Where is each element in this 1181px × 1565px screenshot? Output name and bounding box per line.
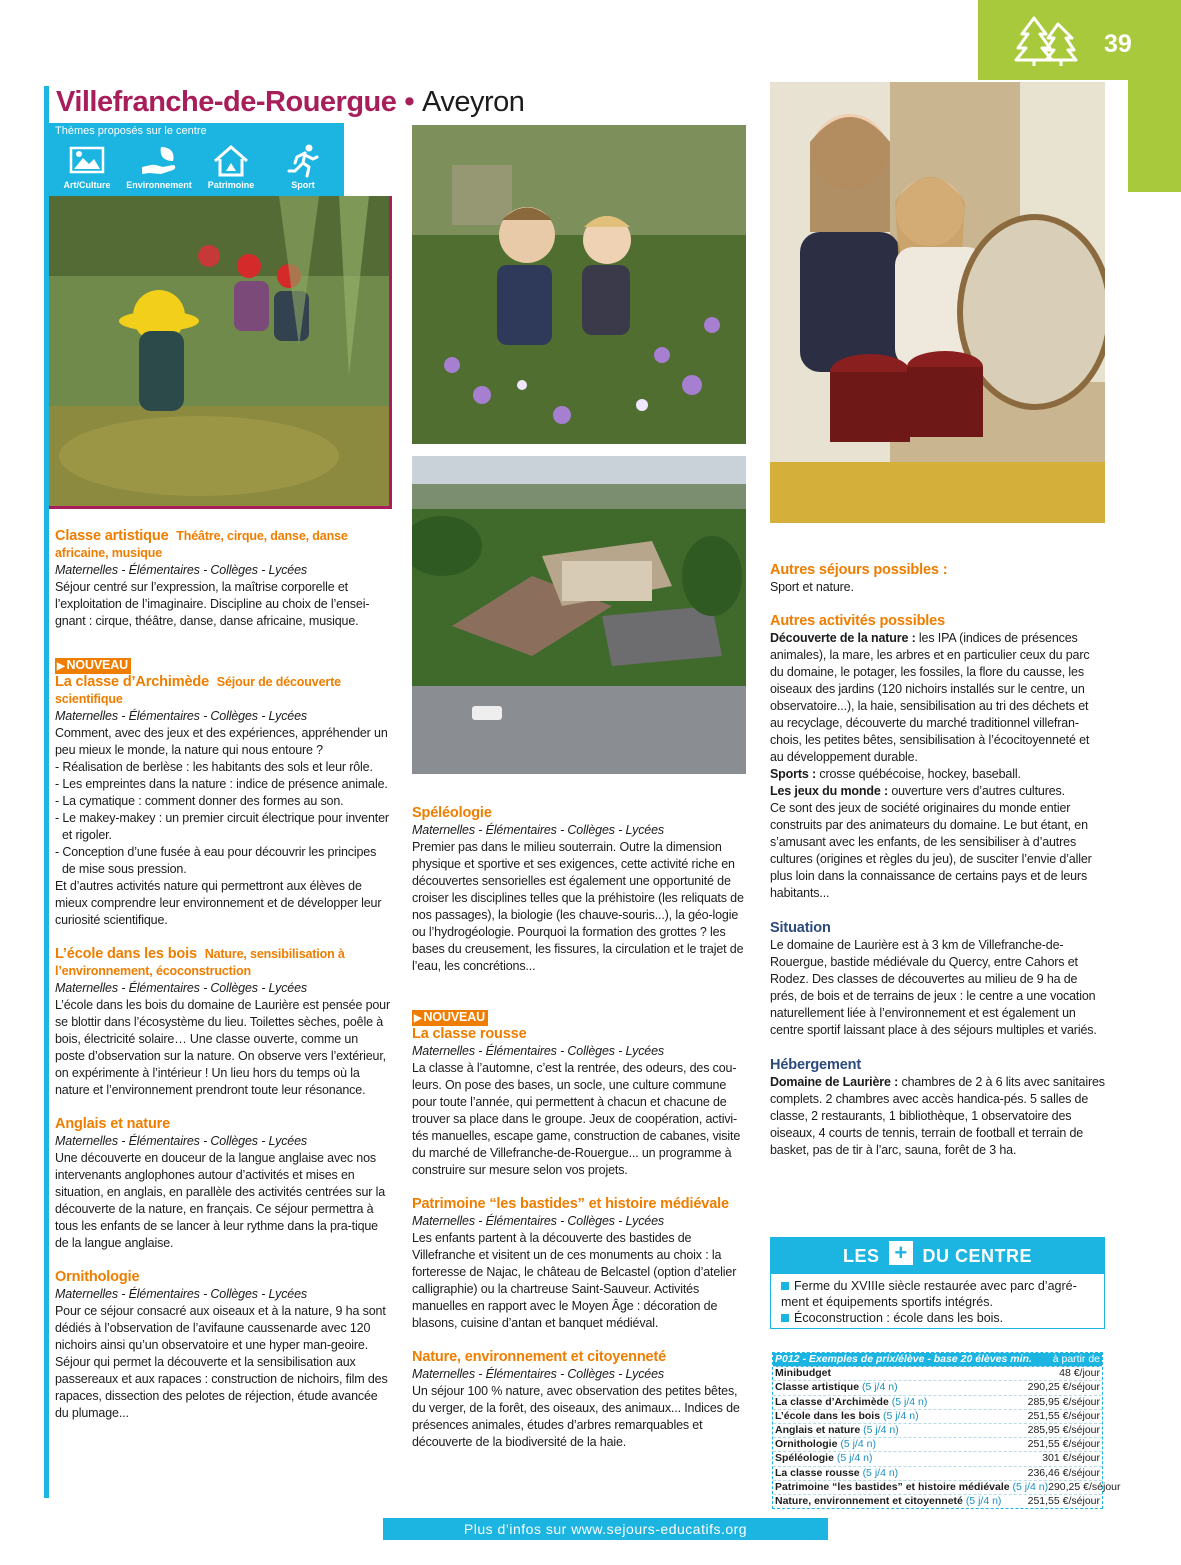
section-levels: Maternelles - Élémentaires - Collèges - Lycées <box>55 709 308 723</box>
column-left <box>55 528 390 1422</box>
price-row-name: La classe d’Archimède <box>775 1395 889 1408</box>
footer-banner: Plus d’infos sur www.sejours-educatifs.org <box>383 1518 828 1540</box>
plus-icon: + <box>889 1241 913 1265</box>
palette-picture-icon <box>67 143 107 179</box>
section-levels: Maternelles - Élémentaires - Collèges - Lycées <box>412 1044 665 1058</box>
price-row-duration: (5 j/4 n) <box>882 1409 919 1422</box>
section-title: Classe artistique <box>55 528 169 544</box>
theme-label: Environnement <box>126 180 192 190</box>
price-row-name: L’école dans les bois <box>775 1409 881 1422</box>
theme-patrimoine <box>195 143 267 190</box>
table-row <box>773 1480 1121 1495</box>
price-row-label <box>775 1495 1001 1508</box>
price-row-label <box>775 1438 876 1451</box>
new-badge-label: NOUVEAU <box>66 658 129 672</box>
price-table <box>772 1352 1121 1509</box>
square-bullet-icon <box>781 1282 789 1290</box>
hand-leaf-icon <box>139 143 179 179</box>
price-row-value: 285,95 €/séjour <box>1027 1423 1100 1436</box>
price-row-label <box>775 1410 919 1423</box>
section-text: L’école dans les bois du domaine de Laurière est pensée pour se blottir dans l’écosystème du lieu. Toilettes sèches, poêle à bois, électricité solaire… Une classe ouverte, comme un poste d’observation sur la nature. On observe vers l’extérieur, on expérimente à l’intérieur ! Un lieu hors du temps où la nature et l’environnement prendront toute leur résonance. <box>55 998 390 1097</box>
column-right <box>770 562 1105 1159</box>
list-item: - Réalisation de berlèse : les habitants des sols et leur rôle. <box>55 760 373 774</box>
runner-icon <box>283 143 323 179</box>
activites-nature <box>770 630 1105 766</box>
price-row-name: Spéléologie <box>775 1452 834 1465</box>
table-row <box>773 1396 1102 1410</box>
activites-jeux <box>770 783 1105 800</box>
section-levels: Maternelles - Élémentaires - Collèges - Lycées <box>55 563 308 577</box>
section-levels: Maternelles - Élémentaires - Collèges - Lycées <box>55 981 308 995</box>
les-plus-item: Ferme du XVIIIe siècle restaurée avec parc d’agré-ment et équipements sportifs intégrés. <box>781 1279 1077 1309</box>
les-plus-box <box>770 1237 1105 1329</box>
les-plus-right: DU CENTRE <box>922 1246 1033 1266</box>
themes-box <box>49 123 344 201</box>
price-row-value: 285,95 €/séjour <box>1027 1395 1100 1408</box>
section-text: Et d’autres activités nature qui permettront aux élèves de mieux comprendre leur environnement et de développer leur curiosité scientifique. <box>55 879 382 927</box>
section-text: Comment, avec des jeux et des expériences, appréhender un peu mieux le monde, la nature qui nous entoure ? <box>55 726 388 757</box>
autres-activites-title: Autres activités possibles <box>770 613 946 629</box>
section-anglais-title: Anglais et nature <box>55 1116 171 1132</box>
section-text: Un séjour 100 % nature, avec observation des petites bêtes, du verger, de la forêt, des oiseaux, des animaux... Indices de présences animales, études d’arbres remarquables et découverte de la biodiversité de la haie. <box>412 1384 740 1449</box>
autres-sejours-text: Sport et nature. <box>770 580 854 594</box>
page-number: 39 <box>1104 30 1132 58</box>
price-code: P012 - <box>775 1353 806 1365</box>
new-badge-label: NOUVEAU <box>423 1010 486 1024</box>
autres-sejours-title: Autres séjours possibles : <box>770 562 948 578</box>
photo-aerial-domain <box>412 456 746 774</box>
title-separator: • <box>404 86 415 118</box>
table-row <box>773 1452 1102 1466</box>
section-subtitle: Théâtre, cirque, danse, danse africaine, musique <box>55 529 348 560</box>
square-bullet-icon <box>781 1314 789 1322</box>
new-badge: ▶ NOUVEAU <box>55 657 390 674</box>
section-text: Une découverte en douceur de la langue anglaise avec nos intervenants anglophones autour d’activités et mises en situation, en anglais, en parallèle des activités centrées sur la découverte de la nature, en français. Ce séjour permettra à tous les enfants de se lancer à leur rythme dans la pra-tique de la langue anglaise. <box>55 1151 386 1250</box>
page-title <box>56 86 524 119</box>
table-row <box>773 1367 1102 1381</box>
price-rows <box>773 1367 1121 1508</box>
activites-nature-label: Découverte de la nature : <box>770 631 916 645</box>
section-subtitle: Nature, sensibilisation à l’environnement, écoconstruction <box>55 947 345 978</box>
section-ornithologie-title: Ornithologie <box>55 1269 140 1285</box>
price-row-duration: (5 j/4 n) <box>862 1466 899 1479</box>
section-nature-citoyennete-title: Nature, environnement et citoyenneté <box>412 1349 667 1365</box>
column-middle <box>412 805 747 1451</box>
new-badge: ▶ NOUVEAU <box>412 1009 747 1026</box>
price-row-label <box>775 1381 898 1394</box>
section-speleologie-title: Spéléologie <box>412 805 492 821</box>
activites-sports-label: Sports : <box>770 767 817 781</box>
hebergement-title: Hébergement <box>770 1057 862 1073</box>
section-subtitle: Séjour de découverte scientifique <box>55 675 341 706</box>
price-row-duration: (5 j/4 n) <box>863 1423 899 1436</box>
section-archimede-title <box>55 674 390 708</box>
table-row <box>773 1438 1102 1452</box>
price-row-label <box>775 1424 899 1437</box>
title-department: Aveyron <box>422 86 525 118</box>
price-row-value: 251,55 €/séjour <box>1027 1494 1100 1507</box>
list-item <box>781 1310 1099 1326</box>
les-plus-list <box>781 1278 1099 1326</box>
list-item: - Conception d’une fusée à eau pour découvrir les principes de mise sous pression. <box>55 845 377 876</box>
section-levels: Maternelles - Élémentaires - Collèges - Lycées <box>412 1214 665 1228</box>
price-row-label <box>775 1396 927 1409</box>
price-header-left <box>775 1353 1032 1366</box>
price-row-name: Ornithologie <box>775 1438 838 1451</box>
section-levels: Maternelles - Élémentaires - Collèges - Lycées <box>412 1367 665 1381</box>
price-header-text: Exemples de prix/élève - base 20 élèves min. <box>808 1353 1032 1365</box>
section-title: L’école dans les bois <box>55 946 197 962</box>
list-item: - Les empreintes dans la nature : indice de présence animale. <box>55 777 388 791</box>
hebergement-label: Domaine de Laurière : <box>770 1075 899 1089</box>
section-text: Séjour centré sur l’expression, la maîtrise corporelle et l’exploitation de l’imaginaire. Discipline au choix de l’ensei-gnant : cirque, théâtre, danse, danse africaine, musique. <box>55 580 370 628</box>
price-table-header <box>773 1353 1102 1367</box>
price-row-value: 236,46 €/séjour <box>1027 1466 1100 1479</box>
price-row-duration: (5 j/4 n) <box>1012 1480 1049 1493</box>
activites-jeux-details: Ce sont des jeux de société originaires du monde entier construits par des animateurs du domaine. Le but étant, en s’amusant avec les enfants, de les sensibiliser à d’autres cultures (origines et règles du jeu), de susciter l’envie d’aller plus loin dans la connaissance de certains pays et de leurs habitants... <box>770 801 1092 900</box>
price-row-value: 290,25 €/séjour <box>1048 1480 1121 1493</box>
list-item: - La cymatique : comment donner des formes au son. <box>55 794 344 808</box>
price-row-duration: (5 j/4 n) <box>965 1494 1002 1507</box>
price-row-label <box>775 1452 872 1465</box>
table-row <box>773 1495 1102 1508</box>
section-title: La classe d’Archimède <box>55 674 210 690</box>
section-ecole-bois-title <box>55 946 390 980</box>
house-icon <box>211 143 251 179</box>
photo-children-pond <box>49 196 392 509</box>
hebergement-details: chambres de 2 à 6 lits avec sanitaires complets. 2 chambres avec accès handica-pés. 5 salles de classe, 2 restaurants, 1 bibliothèque, 1 observatoire des oiseaux, 4 courts de tennis, terrain de football et terrain de basket, pas de tir à l’arc, sauna, forêt de 3 ha. <box>770 1075 1105 1157</box>
table-row <box>773 1467 1102 1481</box>
section-levels: Maternelles - Élémentaires - Collèges - Lycées <box>55 1287 308 1301</box>
hebergement-text <box>770 1074 1105 1159</box>
price-header-from: à partir de <box>1052 1353 1100 1365</box>
title-place: Villefranche-de-Rouergue <box>56 86 397 118</box>
section-classe-rousse-title: La classe rousse <box>412 1026 527 1042</box>
table-row <box>773 1410 1102 1424</box>
price-row-duration: (5 j/4 n) <box>891 1395 928 1408</box>
section-text: La classe à l’automne, c’est la rentrée, des odeurs, des cou-leurs. On pose des bases, un socle, une culture commune pour toute l’année, qui permettent à chacun et chacune de trouver sa place dans le groupe. Jeux de coopération, activi-tés manuelles, escape game, construction de cabanes, visite du marché de Villefranche-de-Rouergue... un programme à construire sur mesure selon vos projets. <box>412 1061 741 1177</box>
table-row <box>773 1381 1102 1395</box>
activites-jeux-text: ouverture vers d’autres cultures. <box>888 784 1065 798</box>
price-row-value: 290,25 €/séjour <box>1027 1381 1100 1394</box>
section-levels: Maternelles - Élémentaires - Collèges - Lycées <box>412 823 665 837</box>
list-item <box>781 1278 1099 1310</box>
price-row-label <box>775 1467 898 1480</box>
activites-sports-text: crosse québécoise, hockey, baseball. <box>816 767 1021 781</box>
price-row-name: Minibudget <box>775 1367 831 1380</box>
price-row-duration: (5 j/4 n) <box>840 1438 876 1451</box>
price-row-label <box>775 1367 831 1380</box>
les-plus-left: LES <box>842 1246 880 1266</box>
price-row-name: Classe artistique <box>775 1381 860 1394</box>
theme-art-culture <box>51 143 123 190</box>
situation-title: Situation <box>770 920 831 936</box>
table-row <box>773 1424 1102 1438</box>
photo-children-drums <box>770 82 1105 523</box>
section-patrimoine-title: Patrimoine “les bastides” et histoire médiévale <box>412 1196 729 1212</box>
les-plus-header <box>771 1238 1104 1274</box>
activites-sports <box>770 766 1105 783</box>
price-row-value: 251,55 €/séjour <box>1027 1438 1100 1451</box>
section-levels: Maternelles - Élémentaires - Collèges - Lycées <box>55 1134 308 1148</box>
section-text: Les enfants partent à la découverte des bastides de Villefranche et visitent un de ces monuments au choix : la forteresse de Najac, le château de Belcastel (option d’atelier calligraphie) ou la chartreuse Saint-Sauveur. Activités manuelles en rapport avec le Moyen Âge : décoration de blasons, cuisine d’antan et banquet médiéval. <box>412 1231 737 1330</box>
les-plus-item: Écoconstruction : école dans les bois. <box>794 1311 1004 1325</box>
price-row-label <box>775 1481 1048 1494</box>
price-row-duration: (5 j/4 n) <box>836 1452 873 1465</box>
theme-environnement <box>123 143 195 190</box>
list-item: - Le makey-makey : un premier circuit électrique pour inventer et rigoler. <box>55 811 389 842</box>
theme-label: Patrimoine <box>207 180 255 190</box>
theme-label: Sport <box>291 180 315 190</box>
forest-trees-icon <box>1014 14 1078 68</box>
price-row-value: 251,55 €/séjour <box>1027 1409 1100 1422</box>
price-row-value: 48 €/jour <box>1059 1367 1100 1380</box>
themes-caption: Thèmes proposés sur le centre <box>55 125 207 137</box>
price-row-name: Patrimoine “les bastides” et histoire médiévale <box>775 1480 1010 1493</box>
price-row-name: Anglais et nature <box>775 1423 861 1436</box>
activites-jeux-label: Les jeux du monde : <box>770 784 888 798</box>
theme-sport <box>267 143 339 190</box>
photo-children-garden <box>412 125 746 444</box>
situation-text: Le domaine de Laurière est à 3 km de Villefranche-de-Rouergue, bastide médiévale du Quercy, entre Cahors et Rodez. Des classes de découvertes au milieu de 9 ha de prés, de bois et de terrains de jeux : le centre a une vocation naturellement liée à l’environnement et est également un centre sportif laissant place à des séjours multiples et variés. <box>770 938 1097 1037</box>
section-text: Premier pas dans le milieu souterrain. Outre la dimension physique et sportive et ses exigences, cette activité riche en découvertes sensorielles est également une opportunité de croiser les disciplines telles que la préhistoire (les reliquats de nos passages), la biologie (les chauve-souris...), la géo-logie ou l’hydrogéologie. Pourquoi la formation des grottes ? les bases du creusement, les fissures, la circulation et le trajet de l’eau, les concrétions... <box>412 840 744 973</box>
section-classe-artistique-title <box>55 528 390 562</box>
theme-label: Art/Culture <box>63 180 111 190</box>
price-row-duration: (5 j/4 n) <box>861 1381 898 1394</box>
price-row-name: La classe rousse <box>775 1466 860 1479</box>
activites-nature-text: les IPA (indices de présences animales), la mare, les arbres et en particulier ceux du parc du domaine, le potager, les fossiles, la flore du causse, les oiseaux des jardins (120 nichoirs installés sur le centre, un observatoire...), la haie, sensibilisation au tri des déchets et au recyclage, découverte du marché traditionnel villefran-chois, les petites bêtes, sensibilisation à l’écocitoyenneté et au développement durable. <box>770 631 1090 764</box>
section-text: Pour ce séjour consacré aux oiseaux et à la nature, 9 ha sont dédiés à l’observation de l’avifaune caussenarde avec 120 nichoirs ainsi qu’un observatoire et une hyper man-geoire. Séjour qui permet la découverte et la sensibilisation aux passereaux et aux rapaces : construction de nichoirs, film des rapaces, dissection des pelotes de réjection, étude avancée du plumage... <box>55 1304 388 1420</box>
price-row-name: Nature, environnement et citoyenneté <box>775 1494 963 1507</box>
price-row-value: 301 €/séjour <box>1042 1452 1100 1465</box>
